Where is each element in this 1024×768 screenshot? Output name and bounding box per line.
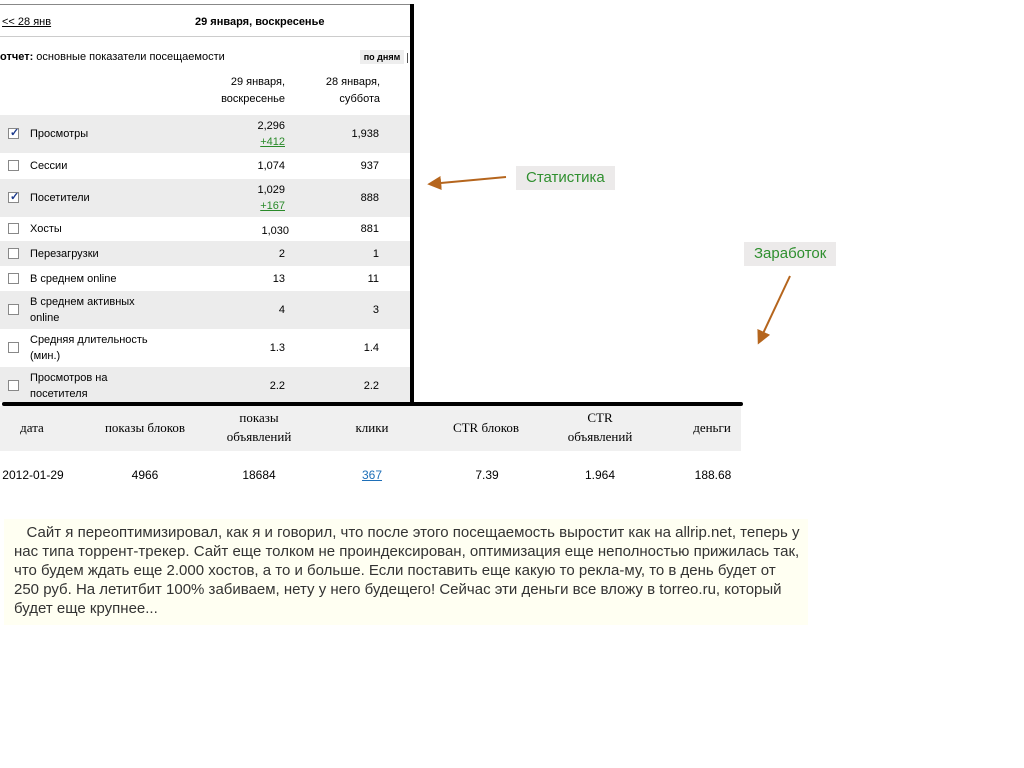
stats-row-label: Хосты xyxy=(30,223,62,235)
stats-row-label: Средняя длительность (мин.) xyxy=(30,334,148,362)
earnings-header xyxy=(0,406,741,451)
visitors-delta[interactable]: +167 xyxy=(260,200,285,212)
stats-panel xyxy=(0,4,410,402)
stats-row-label: Просмотры xyxy=(30,128,89,140)
report-label xyxy=(0,51,225,63)
stats-row-label: Сессии xyxy=(30,160,68,172)
stats-row-sessions xyxy=(0,153,410,179)
avg-active-today-value: 4 xyxy=(278,304,285,316)
stats-row-avg-duration xyxy=(0,329,410,367)
earnings-col-ctr-ads xyxy=(550,408,650,446)
views-delta[interactable]: +412 xyxy=(260,136,285,148)
report-label-bold: отчет: xyxy=(0,51,34,63)
by-days-separator xyxy=(407,53,408,63)
earnings-ad-shows: 18684 xyxy=(242,468,276,482)
stats-row-avg-active xyxy=(0,291,410,329)
hosts-today-value: 1,030 xyxy=(261,225,289,237)
stats-row-reloads xyxy=(0,241,410,266)
arrow-to-earnings-icon xyxy=(759,276,790,342)
column-header-day2 xyxy=(270,74,380,108)
stats-row-avg-online xyxy=(0,266,410,291)
earnings-block-shows: 4966 xyxy=(131,468,159,482)
sessions-checkbox[interactable] xyxy=(8,160,19,171)
earnings-ctr-ads: 1.964 xyxy=(584,468,616,482)
earnings-money: 188.68 xyxy=(694,468,732,482)
avg-active-yesterday-value: 3 xyxy=(372,304,379,316)
stats-row-label: Посетители xyxy=(30,192,90,204)
stats-top-border xyxy=(0,4,414,5)
column-header-day1 xyxy=(175,74,285,108)
earnings-col-ctr-ads-line2: объявлений xyxy=(567,429,633,444)
comment-text xyxy=(14,523,804,618)
reloads-today-value: 2 xyxy=(278,248,285,260)
views-today-value: 2,296 xyxy=(257,120,285,132)
statistics-tag: Статистика xyxy=(516,166,615,190)
stats-row-hosts xyxy=(0,217,410,241)
visitors-checkbox[interactable] xyxy=(8,192,19,203)
reloads-checkbox[interactable] xyxy=(8,248,19,259)
avg-online-yesterday-value: 11 xyxy=(367,273,379,285)
stats-row-views-per-visitor xyxy=(0,367,410,402)
visitors-yesterday-value: 888 xyxy=(360,192,379,204)
column-header-day1-line1: 29 января, xyxy=(230,76,285,88)
earnings-tag: Заработок xyxy=(744,242,836,266)
views-per-visitor-yesterday-value: 2.2 xyxy=(363,380,379,392)
date-title: 29 января, воскресенье xyxy=(195,16,325,28)
earnings-row xyxy=(0,452,741,498)
earnings-col-ad-shows xyxy=(210,408,308,446)
avg-online-checkbox[interactable] xyxy=(8,273,19,284)
hosts-checkbox[interactable] xyxy=(8,223,19,234)
comment-note xyxy=(4,519,808,625)
hosts-yesterday-value: 881 xyxy=(360,223,379,235)
stats-row-label: В среднем активных online xyxy=(30,296,135,324)
arrow-to-stats-icon xyxy=(430,177,506,184)
stats-right-border xyxy=(410,4,414,404)
earnings-col-clicks: клики xyxy=(355,420,389,435)
stats-row-label: Перезагрузки xyxy=(30,248,99,260)
earnings-ctr-blocks: 7.39 xyxy=(475,468,499,482)
report-line xyxy=(0,36,410,67)
views-checkbox[interactable] xyxy=(8,128,19,139)
stats-row-views xyxy=(0,115,410,153)
column-header-day2-line2: суббота xyxy=(339,93,380,105)
avg-online-today-value: 13 xyxy=(272,273,285,285)
prev-day-link[interactable]: << 28 янв xyxy=(2,16,52,28)
stats-row-label: Просмотров на посетителя xyxy=(30,372,108,400)
earnings-col-ad-shows-line1: показы xyxy=(239,410,279,425)
earnings-date: 2012-01-29 xyxy=(2,468,64,482)
stats-row-label: В среднем online xyxy=(30,273,117,285)
earnings-clicks-link[interactable]: 367 xyxy=(361,468,383,482)
reloads-yesterday-value: 1 xyxy=(372,248,379,260)
earnings-col-block-shows: показы блоков xyxy=(104,420,186,435)
views-per-visitor-checkbox[interactable] xyxy=(8,380,19,391)
views-per-visitor-today-value: 2.2 xyxy=(269,380,285,392)
sessions-today-value: 1,074 xyxy=(257,160,285,172)
avg-duration-today-value: 1.3 xyxy=(269,342,285,354)
visitors-today-value: 1,029 xyxy=(257,184,285,196)
earnings-col-ad-shows-line2: объявлений xyxy=(226,429,292,444)
stats-row-visitors xyxy=(0,179,410,217)
avg-duration-yesterday-value: 1.4 xyxy=(363,342,379,354)
earnings-col-date: дата xyxy=(20,420,44,435)
sessions-yesterday-value: 937 xyxy=(360,160,379,172)
column-header-day2-line1: 28 января, xyxy=(325,76,380,88)
avg-duration-checkbox[interactable] xyxy=(8,342,19,353)
views-yesterday-value: 1,938 xyxy=(351,128,379,140)
earnings-col-money: деньги xyxy=(693,420,731,435)
earnings-col-ctr-ads-line1: CTR xyxy=(587,410,613,425)
by-days-button[interactable]: по дням xyxy=(360,50,404,64)
comment-text-body: Сайт я переоптимизировал, как я и говорил, что после этого посещаемость выростит как на allrip.net, теперь у нас типа торрент-трекер. Сайт еще толком не проиндексирован, оптимизация еще неполностью прижилась так, что будем ждать еще 2.000 хостов, а то и больше. Если поставить еще какую то рекла-му, то в день будет от 250 руб. На летитбит 100% забиваем, нету у него будещего! Сейчас эти деньги все вложу в torreo.ru, который будет еще крупнее... xyxy=(14,524,800,617)
avg-active-checkbox[interactable] xyxy=(8,304,19,315)
earnings-col-ctr-blocks: CTR блоков xyxy=(452,420,520,435)
column-header-day1-line2: воскресенье xyxy=(221,93,285,105)
report-label-text: основные показатели посещаемости xyxy=(33,51,225,63)
